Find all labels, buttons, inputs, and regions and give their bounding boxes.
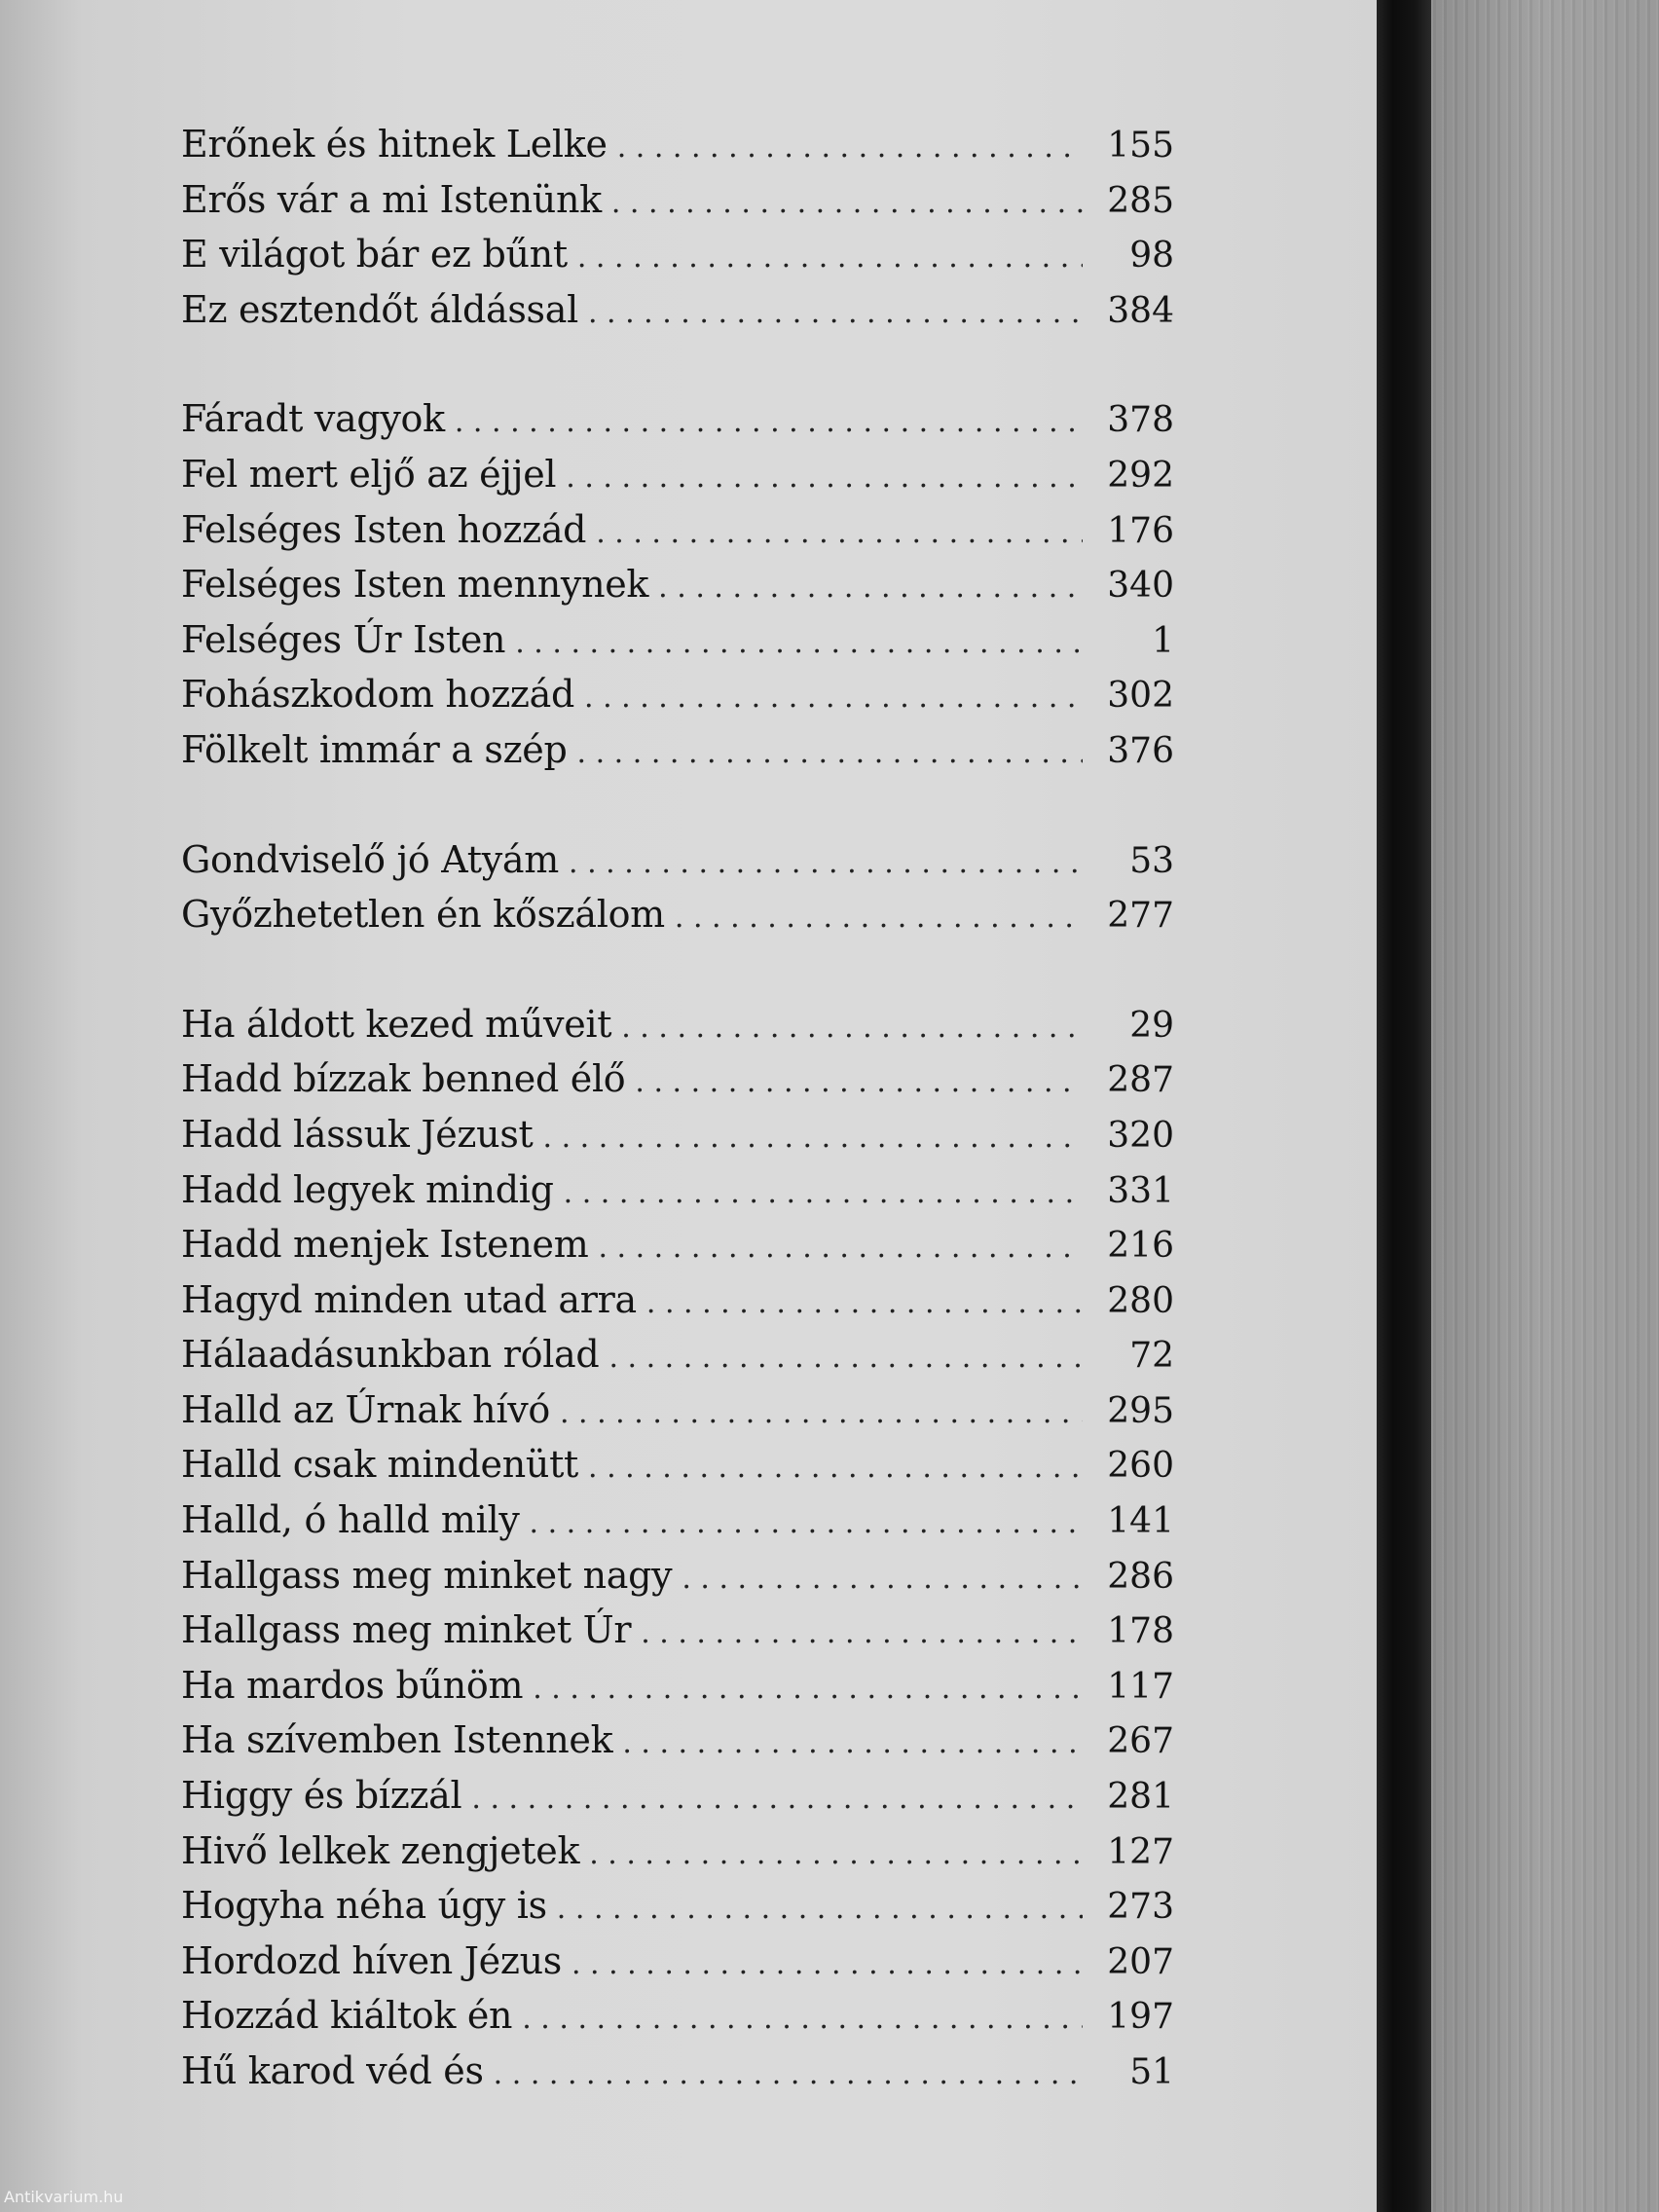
entry-title: Higgy és bízzál [181, 1774, 462, 1818]
index-entry [181, 887, 1174, 942]
dot-leader [646, 1276, 1083, 1332]
entry-title: Gondviselő jó Atyám [181, 837, 559, 881]
entry-title: Hadd lássuk Jézust [181, 1112, 534, 1156]
entry-page-number: 72 [1129, 1336, 1174, 1377]
entry-page-number: 51 [1129, 2052, 1174, 2092]
index-entry [181, 172, 1174, 228]
entry-title: Hordozd híven Jézus [181, 1938, 562, 1982]
entry-page-number: 302 [1107, 676, 1174, 717]
dot-leader [589, 1827, 1083, 1883]
index-entry [181, 1603, 1174, 1658]
entry-page-number: 320 [1107, 1115, 1174, 1156]
entry-title: Hozzád kiáltok én [181, 1994, 513, 2038]
dot-leader [682, 1552, 1083, 1607]
index-entry [181, 1493, 1174, 1548]
dot-leader [471, 1772, 1083, 1827]
index-entry [181, 1824, 1174, 1879]
dot-leader [530, 1496, 1084, 1552]
entry-title: Hadd menjek Istenem [181, 1223, 589, 1267]
dot-leader [533, 1662, 1083, 1717]
index-entry [181, 227, 1174, 282]
entry-page-number: 260 [1107, 1446, 1174, 1487]
entry-page-number: 197 [1107, 1997, 1174, 2038]
dot-leader [560, 1386, 1083, 1442]
entry-title: Hogyha néha úgy is [181, 1884, 547, 1928]
entry-page-number: 178 [1107, 1611, 1174, 1652]
entry-title: Hagyd minden utad arra [181, 1277, 637, 1321]
book-spine [1377, 0, 1431, 2212]
dot-leader [588, 1441, 1083, 1496]
entry-page-number: 141 [1107, 1501, 1174, 1542]
entry-title: Hálaadásunkban rólad [181, 1333, 600, 1377]
hymn-index-list [181, 117, 1174, 2154]
entry-page-number: 295 [1107, 1390, 1174, 1431]
entry-page-number: 207 [1107, 1941, 1174, 1982]
index-section-h [181, 997, 1174, 2099]
index-entry [181, 667, 1174, 722]
entry-page-number: 281 [1107, 1777, 1174, 1818]
entry-page-number: 286 [1107, 1556, 1174, 1597]
dot-leader [622, 1716, 1083, 1772]
entry-page-number: 155 [1107, 126, 1174, 166]
dot-leader [598, 1221, 1083, 1276]
dot-leader [617, 121, 1083, 176]
entry-page-number: 53 [1129, 840, 1174, 881]
index-entry [181, 502, 1174, 558]
entry-title: Felséges Isten hozzád [181, 507, 587, 551]
entry-title: Felséges Isten mennynek [181, 563, 649, 607]
index-entry [181, 117, 1174, 172]
index-entry [181, 1878, 1174, 1934]
index-entry [181, 1382, 1174, 1438]
index-entry [181, 1988, 1174, 2044]
index-entry [181, 832, 1174, 888]
dot-leader [675, 891, 1083, 946]
index-entry [181, 1658, 1174, 1714]
dot-leader [621, 1001, 1083, 1056]
entry-title: Hallgass meg minket nagy [181, 1553, 673, 1597]
dot-leader [577, 231, 1083, 286]
entry-page-number: 331 [1107, 1170, 1174, 1211]
index-entry [181, 1272, 1174, 1328]
dot-leader [455, 395, 1083, 451]
entry-page-number: 287 [1107, 1060, 1174, 1101]
index-entry [181, 1107, 1174, 1162]
dot-leader [543, 1111, 1083, 1166]
index-entry [181, 1051, 1174, 1107]
index-entry [181, 2044, 1174, 2099]
dot-leader [596, 506, 1083, 562]
entry-page-number: 273 [1107, 1887, 1174, 1928]
index-entry [181, 557, 1174, 612]
index-entry [181, 1548, 1174, 1604]
dot-leader [557, 1882, 1083, 1937]
index-entry [181, 1768, 1174, 1824]
index-entry [181, 1162, 1174, 1218]
entry-title: Hadd bízzak benned élő [181, 1057, 626, 1101]
entry-title: Felséges Úr Isten [181, 617, 506, 661]
entry-page-number: 98 [1129, 236, 1174, 276]
entry-page-number: 280 [1107, 1280, 1174, 1321]
entry-page-number: 292 [1107, 455, 1174, 496]
entry-page-number: 117 [1107, 1666, 1174, 1707]
entry-page-number: 216 [1107, 1226, 1174, 1267]
index-entry [181, 1713, 1174, 1768]
entry-title: Ez esztendőt áldással [181, 287, 578, 331]
index-entry [181, 1437, 1174, 1493]
dot-leader [658, 561, 1083, 616]
dot-leader [584, 671, 1083, 726]
entry-title: Hivő lelkek zengjetek [181, 1828, 580, 1872]
dot-leader [608, 1331, 1083, 1386]
dot-leader [571, 1937, 1083, 1993]
entry-page-number: 176 [1107, 510, 1174, 551]
entry-page-number: 384 [1107, 290, 1174, 331]
entry-page-number: 378 [1107, 400, 1174, 441]
index-entry [181, 447, 1174, 502]
entry-title: Halld csak mindenütt [181, 1443, 579, 1487]
dot-leader [522, 1992, 1083, 2047]
index-entry [181, 282, 1174, 338]
entry-page-number: 285 [1107, 180, 1174, 221]
entry-page-number: 376 [1107, 730, 1174, 771]
book-cover-edge [1431, 0, 1659, 2212]
dot-leader [515, 616, 1083, 672]
entry-page-number: 277 [1107, 896, 1174, 937]
entry-title: Ha szívemben Istennek [181, 1718, 613, 1762]
index-entry [181, 391, 1174, 447]
entry-title: Fohászkodom hozzád [181, 673, 575, 717]
entry-title: Ha áldott kezed műveit [181, 1002, 612, 1046]
dot-leader [569, 836, 1083, 892]
watermark: Antikvarium.hu [4, 2188, 124, 2206]
entry-title: Hadd legyek mindig [181, 1167, 554, 1211]
index-section-g [181, 832, 1174, 942]
entry-title: E világot bár ez bűnt [181, 233, 568, 276]
entry-title: Győzhetetlen én kőszálom [181, 893, 665, 937]
entry-title: Fel mert eljő az éjjel [181, 452, 557, 496]
index-entry [181, 997, 1174, 1052]
entry-title: Fáradt vagyok [181, 397, 445, 441]
index-section-f [181, 391, 1174, 777]
entry-title: Halld, ó halld mily [181, 1498, 520, 1542]
index-entry [181, 722, 1174, 778]
entry-title: Erőnek és hitnek Lelke [181, 123, 608, 166]
dot-leader [641, 1606, 1083, 1662]
entry-title: Ha mardos bűnöm [181, 1663, 524, 1707]
entry-title: Hű karod véd és [181, 2049, 484, 2092]
entry-page-number: 267 [1107, 1721, 1174, 1762]
entry-title: Hallgass meg minket Úr [181, 1608, 632, 1652]
index-entry [181, 1934, 1174, 1989]
entry-title: Halld az Úrnak hívó [181, 1387, 550, 1431]
dot-leader [577, 726, 1083, 782]
entry-title: Fölkelt immár a szép [181, 727, 568, 771]
dot-leader [635, 1055, 1083, 1111]
index-entry [181, 612, 1174, 668]
dot-leader [611, 176, 1083, 232]
dot-leader [566, 451, 1083, 506]
dot-leader [588, 286, 1083, 342]
entry-title: Erős vár a mi Istenünk [181, 177, 602, 221]
entry-page-number: 127 [1107, 1831, 1174, 1872]
index-entry [181, 1327, 1174, 1382]
entry-page-number: 340 [1107, 566, 1174, 607]
dot-leader [494, 2047, 1083, 2103]
index-section-e [181, 117, 1174, 337]
entry-page-number: 1 [1152, 620, 1174, 661]
index-entry [181, 1217, 1174, 1272]
entry-page-number: 29 [1129, 1005, 1174, 1046]
dot-leader [564, 1166, 1083, 1222]
